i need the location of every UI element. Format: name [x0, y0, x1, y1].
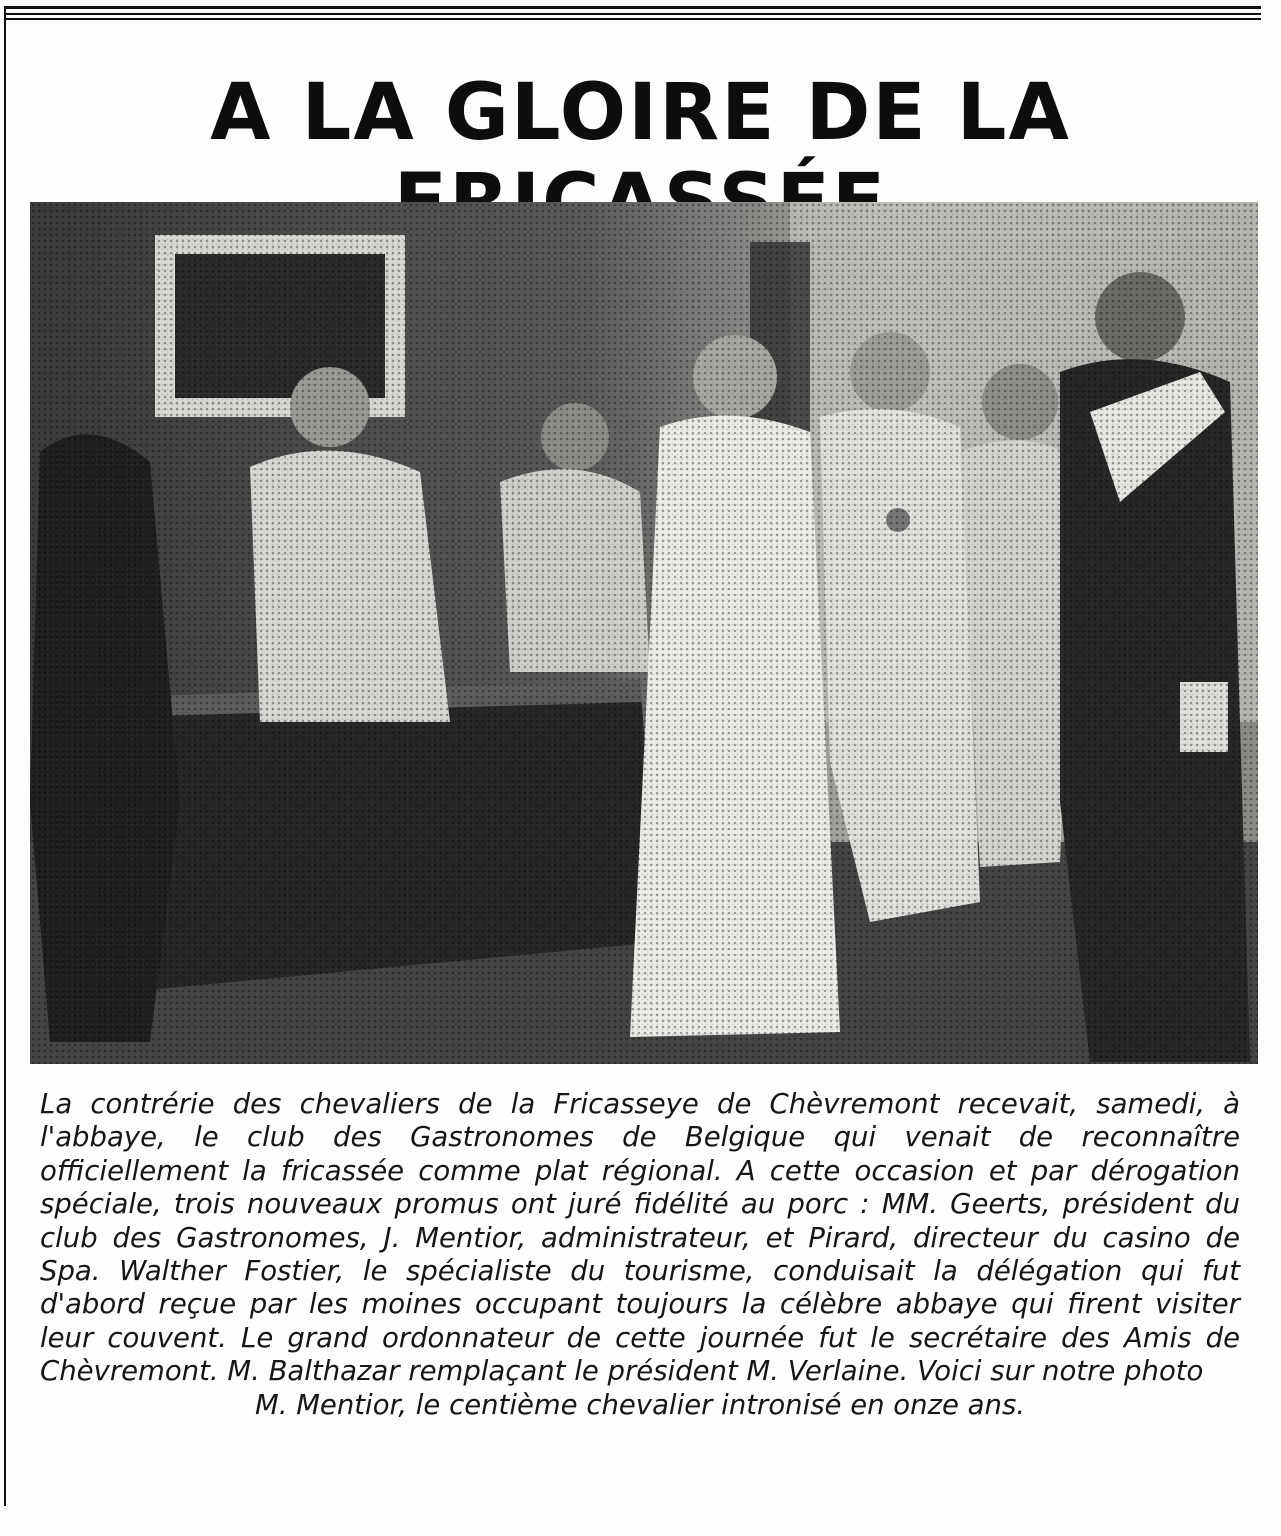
- photo-caption: [40, 1088, 1240, 1422]
- caption-last-line: M. Mentior, le centième chevalier intronisé en onze ans.: [254, 1388, 1026, 1421]
- photo-illustration: [30, 202, 1258, 1064]
- top-rule: [4, 6, 1261, 9]
- caption-body: La contrérie des chevaliers de la Fricasseye de Chèvremont recevait, samedi, à l'abbaye, le club des Gastronomes de Belgique qui venait de reconnaître officiellement la fricassée comme plat régional. A cette occasion et par dérogation spéciale, trois nouveaux promus ont juré fidélité au porc : MM. Geerts, président du club des Gastronomes, J. Mentior, administrateur, et Pirard, directeur du casino de Spa. Walther Fostier, le spécialiste du tourisme, conduisait la délégation qui fut d'abord reçue par les moines occupant toujours la célèbre abbaye qui firent visiter leur couvent. Le grand ordonnateur de cette journée fut le secrétaire des Amis de Chèvremont. M. Balthazar remplaçant le président M. Verlaine. Voici sur notre photo: [40, 1088, 1240, 1388]
- halftone-photo: [30, 202, 1258, 1064]
- headline: A LA GLOIRE DE LA: [210, 68, 1071, 158]
- top-rule: [4, 18, 1261, 20]
- top-rule: [4, 13, 1261, 15]
